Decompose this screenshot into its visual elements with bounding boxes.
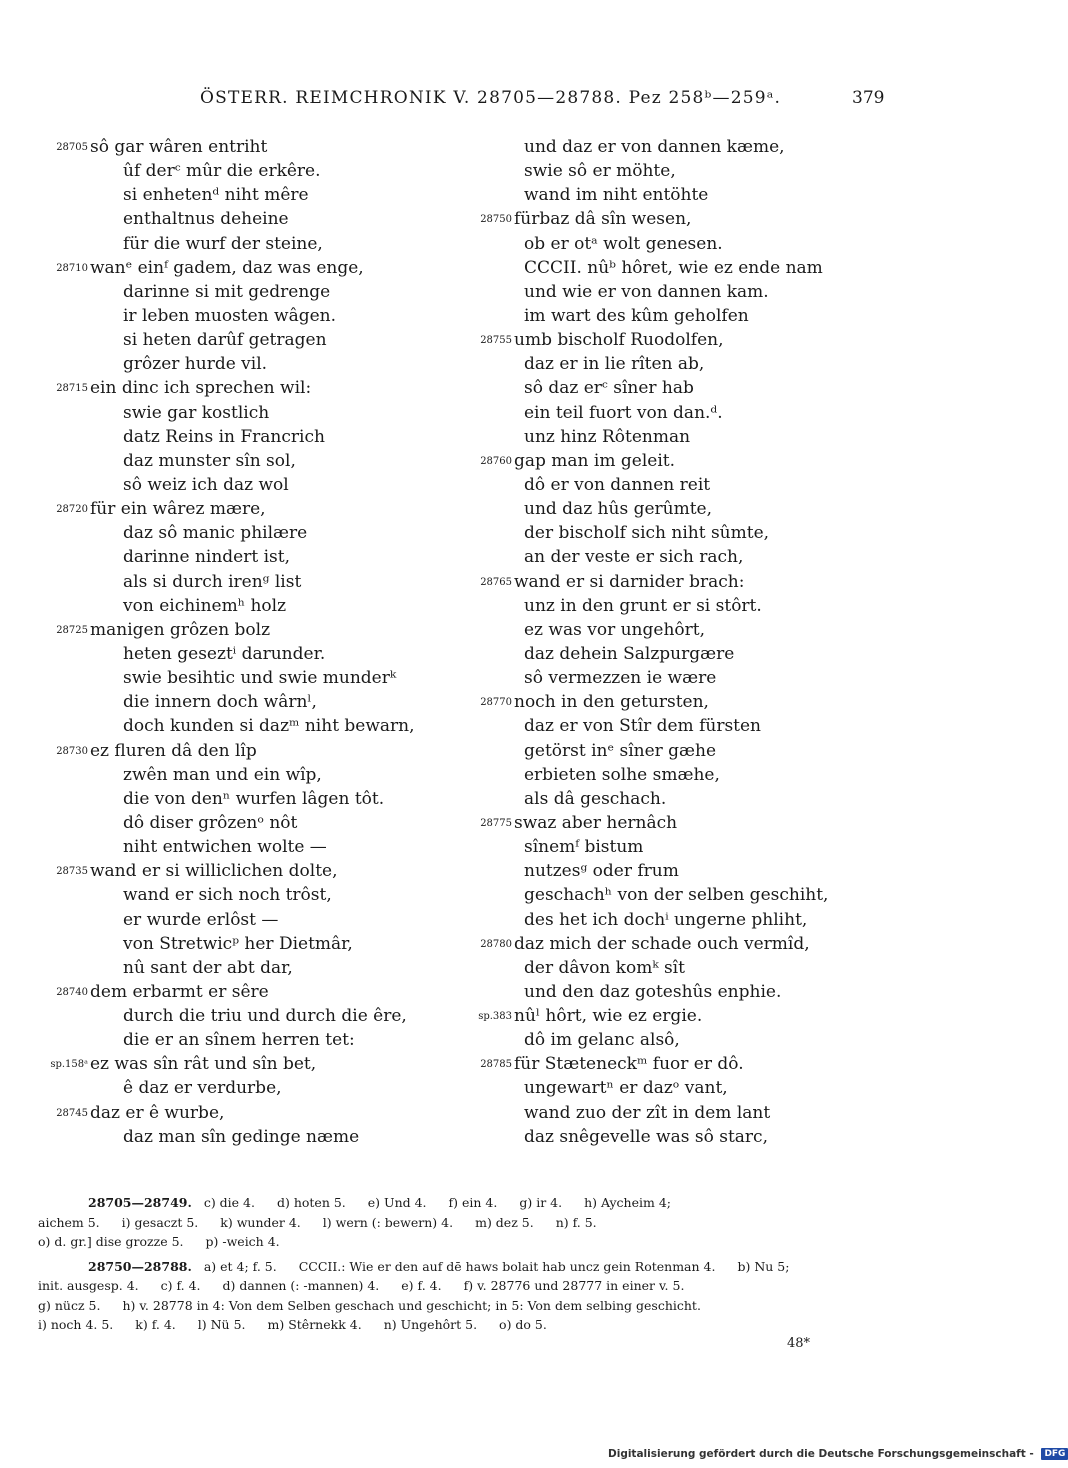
verse-line	[40, 376, 480, 400]
verse-text: heten geseztⁱ darunder.	[123, 643, 326, 664]
verse-line	[470, 352, 910, 376]
footnote-line	[38, 1232, 888, 1252]
verse-line	[470, 980, 910, 1004]
footnote-range: 28705—28749.	[88, 1195, 192, 1210]
verse-line	[470, 497, 910, 521]
verse-number: 28780	[480, 938, 512, 950]
verse-number: 28710	[56, 262, 88, 274]
verse-line	[470, 690, 910, 714]
verse-line	[40, 328, 480, 352]
verse-text: für Stæteneckᵐ fuor er dô.	[514, 1054, 744, 1075]
verse-text: datz Reins in Francrich	[123, 426, 325, 447]
verse-text: ob er otᵃ wolt genesen.	[524, 233, 723, 254]
verse-number: 28775	[480, 817, 512, 829]
verse-text: daz er von Stîr dem fürsten	[524, 716, 762, 737]
verse-line	[470, 473, 910, 497]
verse-text: sînemᶠ bistum	[524, 837, 644, 858]
verse-text: im wart des kûm geholfen	[524, 305, 749, 326]
running-title: ÖSTERR. REIMCHRONIK V. 28705—28788. Pez 258ᵇ—259ᵃ.	[200, 88, 782, 108]
verse-line	[470, 714, 910, 738]
verse-text: ê daz er verdurbe,	[123, 1078, 282, 1099]
verse-line	[40, 739, 480, 763]
verse-text: unz hinz Rôtenman	[524, 426, 691, 447]
verse-line	[40, 980, 480, 1004]
verse-text: dô diser grôzenᵒ nôt	[123, 812, 298, 833]
verse-text: fürbaz dâ sîn wesen,	[514, 209, 692, 230]
verse-text: die er an sînem herren tet:	[123, 1030, 355, 1051]
verse-number: 28765	[480, 576, 512, 588]
verse-line	[40, 618, 480, 642]
verse-line	[470, 183, 910, 207]
verse-text: daz man sîn gedinge næme	[123, 1126, 360, 1147]
verse-text: als dâ geschach.	[524, 788, 667, 809]
verse-number: 28755	[480, 335, 512, 347]
verse-text: swie besihtic und swie munderᵏ	[123, 668, 397, 689]
verse-line	[40, 1125, 480, 1149]
footnote-item: d) dannen (: -mannen) 4.	[222, 1278, 380, 1293]
verse-number: 28715	[56, 383, 88, 395]
verse-line	[470, 1125, 910, 1149]
verse-text: sô daz erᶜ sîner hab	[524, 378, 694, 399]
verse-text: erbieten solhe smæhe,	[524, 764, 720, 785]
verse-line	[470, 570, 910, 594]
verse-text: für die wurf der steine,	[123, 233, 323, 254]
footnote-line	[38, 1315, 888, 1335]
page-header	[0, 88, 1000, 114]
footnote-item: g) nücz 5.	[38, 1297, 101, 1313]
verse-line	[470, 207, 910, 231]
verse-line	[470, 232, 910, 256]
verse-line	[40, 497, 480, 521]
verse-text: von Stretwicᵖ her Dietmâr,	[123, 933, 353, 954]
verse-text: manigen grôzen bolz	[90, 619, 271, 640]
verse-number: sp.383	[478, 1011, 512, 1023]
verse-text: swie gar kostlich	[123, 402, 270, 423]
verse-text: daz er ê wurbe,	[90, 1102, 225, 1123]
verse-text: ûf derᶜ mûr die erkêre.	[123, 161, 321, 182]
footnote-item: p) -weich 4.	[205, 1234, 280, 1249]
verse-text: swaz aber hernâch	[514, 812, 678, 833]
footnote-line	[38, 1296, 888, 1316]
verse-number: 28705	[56, 142, 88, 153]
verse-line	[40, 787, 480, 811]
verse-text: daz er in lie rîten ab,	[524, 354, 705, 375]
verse-text: ez fluren dâ den lîp	[90, 740, 257, 761]
verse-text: für ein wârez mære,	[90, 499, 266, 520]
verse-number: 28730	[56, 745, 88, 757]
footnotes	[38, 1193, 888, 1340]
footnote-item: m) dez 5.	[475, 1214, 534, 1230]
verse-line	[40, 908, 480, 932]
verse-line	[40, 135, 480, 159]
verse-line	[470, 763, 910, 787]
verse-text: umb bischolf Ruodolfen,	[514, 330, 724, 351]
verse-line	[40, 956, 480, 980]
footnote-line	[38, 1193, 888, 1213]
verse-line	[40, 401, 480, 425]
verse-text: wand zuo der zît in dem lant	[524, 1102, 771, 1123]
verse-line	[40, 183, 480, 207]
verse-line	[470, 956, 910, 980]
digitization-footer	[608, 1448, 1068, 1462]
verse-line	[40, 642, 480, 666]
verse-text: nutzesᵍ oder frum	[524, 861, 679, 882]
verse-text: ein dinc ich sprechen wil:	[90, 378, 312, 399]
verse-text: durch die triu und durch die êre,	[123, 1006, 407, 1027]
verse-line	[40, 1076, 480, 1100]
footnote-item: f) ein 4.	[448, 1195, 498, 1210]
footnote-block	[38, 1257, 888, 1335]
verse-number: 28735	[56, 866, 88, 878]
verse-line	[40, 690, 480, 714]
verse-text: und daz hûs gerûmte,	[524, 499, 713, 520]
verse-line	[40, 570, 480, 594]
verse-text: daz mich der schade ouch vermîd,	[514, 933, 810, 954]
verse-number: 28785	[480, 1059, 512, 1071]
footer-text: Digitalisierung gefördert durch die Deutsche Forschungsgemeinschaft -	[608, 1448, 1034, 1460]
verse-text: und daz er von dannen kæme,	[524, 137, 785, 157]
verse-line	[470, 787, 910, 811]
verse-line	[40, 473, 480, 497]
verse-line	[470, 376, 910, 400]
footnote-item: init. ausgesp. 4.	[38, 1278, 139, 1293]
verse-line	[40, 425, 480, 449]
verse-line	[470, 883, 910, 907]
verse-text: ir leben muosten wâgen.	[123, 305, 337, 326]
verse-line	[470, 280, 910, 304]
verse-line	[470, 594, 910, 618]
verse-text: er wurde erlôst —	[123, 909, 279, 930]
verse-number: 28750	[480, 214, 512, 226]
verse-number: 28725	[56, 624, 88, 636]
verse-text: der bischolf sich niht sûmte,	[524, 523, 770, 544]
verse-line	[470, 835, 910, 859]
verse-line	[40, 1028, 480, 1052]
left-verse-column	[40, 135, 480, 1149]
verse-text: CCCII. nûᵇ hôret, wie ez ende nam	[524, 257, 823, 278]
verse-line	[40, 883, 480, 907]
verse-line	[40, 449, 480, 473]
verse-line	[470, 859, 910, 883]
verse-line	[470, 521, 910, 545]
footnote-item: k) f. 4.	[135, 1317, 176, 1332]
verse-line	[470, 401, 910, 425]
footnote-item: i) gesaczt 5.	[121, 1214, 199, 1230]
verse-text: die innern doch wârnˡ,	[123, 692, 317, 713]
verse-text: nû sant der abt dar,	[123, 957, 293, 978]
verse-text: daz dehein Salzpurgære	[524, 643, 735, 664]
verse-text: und den daz goteshûs enphie.	[524, 981, 782, 1002]
verse-text: ein teil fuort von dan.ᵈ.	[524, 402, 723, 423]
verse-line	[40, 232, 480, 256]
footnote-item: c) f. 4.	[160, 1278, 201, 1293]
footnote-item: g) ir 4.	[519, 1195, 563, 1210]
verse-text: doch kunden si dazᵐ niht bewarn,	[123, 716, 415, 737]
verse-text: getörst inᵉ sîner gæhe	[524, 740, 717, 761]
verse-text: der dâvon komᵏ sît	[524, 957, 685, 978]
verse-number: 28740	[56, 986, 88, 998]
footnote-item: m) Stêrnekk 4.	[267, 1317, 362, 1332]
verse-text: darinne si mit gedrenge	[123, 281, 331, 302]
verse-line	[40, 763, 480, 787]
verse-text: ez was vor ungehôrt,	[524, 619, 705, 640]
verse-line	[40, 256, 480, 280]
verse-line	[470, 1076, 910, 1100]
footnote-item: aichem 5.	[38, 1214, 100, 1230]
footnote-item: l) Nü 5.	[197, 1317, 246, 1332]
verse-line	[40, 1004, 480, 1028]
verse-text: wand er si darnider brach:	[514, 571, 745, 592]
verse-line	[470, 1101, 910, 1125]
verse-number: 28720	[56, 504, 88, 516]
footnote-item: e) f. 4.	[401, 1278, 442, 1293]
footnote-item: o) do 5.	[499, 1317, 547, 1332]
verse-text: darinne nindert ist,	[123, 547, 290, 568]
verse-line	[470, 642, 910, 666]
verse-line	[40, 666, 480, 690]
verse-line	[470, 1004, 910, 1028]
dfg-logo-icon: DFG	[1041, 1448, 1068, 1460]
footnote-item: n) f. 5.	[555, 1214, 597, 1230]
verse-line	[470, 545, 910, 569]
verse-text: dem erbarmt er sêre	[90, 981, 269, 1002]
verse-line	[470, 159, 910, 183]
footnote-range: 28750—28788.	[88, 1258, 192, 1274]
verse-line	[470, 618, 910, 642]
verse-line	[40, 714, 480, 738]
verse-line	[40, 207, 480, 231]
verse-text: daz snêgevelle was sô starc,	[524, 1126, 768, 1147]
footnote-item: l) wern (: bewern) 4.	[322, 1214, 454, 1230]
footnote-line	[38, 1257, 888, 1277]
footnote-block	[38, 1193, 888, 1252]
verse-text: swie sô er möhte,	[524, 161, 676, 182]
verse-line	[40, 1101, 480, 1125]
verse-text: zwên man und ein wîp,	[123, 764, 322, 785]
verse-line	[470, 425, 910, 449]
verse-number: 28745	[56, 1107, 88, 1119]
verse-line	[470, 304, 910, 328]
footnote-item: h) Aycheim 4;	[584, 1195, 671, 1210]
footnote-item: n) Ungehôrt 5.	[383, 1317, 478, 1332]
footnote-item: CCCII.: Wie er den auf dē haws bolait hab uncz gein Rotenman 4.	[298, 1258, 716, 1274]
verse-text: enthaltnus deheine	[123, 209, 289, 230]
page-number: 379	[852, 88, 885, 108]
verse-text: grôzer hurde vil.	[123, 354, 268, 375]
verse-text: sô gar wâren entriht	[90, 137, 268, 157]
verse-line	[470, 1052, 910, 1076]
verse-line	[470, 811, 910, 835]
verse-line	[470, 135, 910, 159]
verse-text: geschachʰ von der selben geschiht,	[524, 885, 829, 906]
verse-text: ez was sîn rât und sîn bet,	[90, 1054, 317, 1075]
footnote-item: d) hoten 5.	[276, 1195, 346, 1210]
verse-text: nûˡ hôrt, wie ez ergie.	[514, 1006, 703, 1027]
footnote-item: e) Und 4.	[367, 1195, 427, 1210]
footnote-line	[38, 1276, 888, 1296]
sheet-signature: 48*	[787, 1336, 811, 1351]
verse-text: si heten darûf getragen	[123, 330, 327, 351]
verse-text: wand er sich noch trôst,	[123, 885, 332, 906]
verse-text: des het ich dochⁱ ungerne phliht,	[524, 909, 808, 930]
footnote-item: f) v. 28776 und 28777 in einer v. 5.	[463, 1278, 685, 1293]
verse-line	[470, 328, 910, 352]
footnote-item: i) noch 4. 5.	[38, 1317, 114, 1332]
verse-text: sô vermezzen ie wære	[524, 668, 717, 689]
verse-text: unz in den grunt er si stôrt.	[524, 595, 762, 616]
footnote-item: o) d. gr.] dise grozze 5.	[38, 1234, 184, 1249]
verse-line	[470, 932, 910, 956]
verse-text: daz munster sîn sol,	[123, 450, 296, 471]
verse-text: die von denⁿ wurfen lâgen tôt.	[123, 788, 385, 809]
verse-number: 28760	[480, 455, 512, 467]
verse-text: und wie er von dannen kam.	[524, 281, 769, 302]
verse-line	[40, 280, 480, 304]
footnote-line	[38, 1213, 888, 1233]
verse-text: von eichinemʰ holz	[123, 595, 287, 616]
verse-line	[40, 859, 480, 883]
footnote-item: b) Nu 5;	[737, 1258, 790, 1274]
verse-text: dô im gelanc alsô,	[524, 1030, 680, 1051]
verse-line	[40, 932, 480, 956]
verse-line	[470, 908, 910, 932]
footnote-item: a) et 4; f. 5.	[203, 1258, 277, 1274]
verse-text: si enhetenᵈ niht mêre	[123, 185, 309, 206]
verse-line	[40, 835, 480, 859]
verse-line	[40, 352, 480, 376]
verse-text: gap man im geleit.	[514, 450, 675, 471]
verse-text: noch in den getursten,	[514, 692, 709, 713]
verse-text: wand im niht entöhte	[524, 185, 709, 206]
verse-text: an der veste er sich rach,	[524, 547, 744, 568]
verse-line	[40, 1052, 480, 1076]
verse-number: 28770	[480, 697, 512, 709]
footnote-item: c) die 4.	[203, 1195, 255, 1210]
verse-line	[470, 739, 910, 763]
verse-text: dô er von dannen reit	[524, 474, 711, 495]
verse-text: niht entwichen wolte —	[123, 837, 327, 858]
verse-text: als si durch irenᵍ list	[123, 571, 302, 592]
verse-line	[470, 256, 910, 280]
verse-line	[40, 304, 480, 328]
footnote-item: k) wunder 4.	[220, 1214, 301, 1230]
verse-line	[40, 545, 480, 569]
verse-line	[470, 666, 910, 690]
verse-number: sp.158ᵃ	[50, 1059, 88, 1071]
verse-line	[470, 1028, 910, 1052]
verse-text: wanᵉ einᶠ gadem, daz was enge,	[90, 257, 364, 278]
footnote-item: h) v. 28778 in 4: Von dem Selben geschach und geschicht; in 5: Von dem selbing geschicht.	[122, 1297, 701, 1313]
verse-text: ungewartⁿ er dazᵒ vant,	[524, 1078, 728, 1099]
verse-line	[40, 811, 480, 835]
verse-text: sô weiz ich daz wol	[123, 474, 289, 495]
verse-text: wand er si williclichen dolte,	[90, 861, 338, 882]
verse-line	[40, 521, 480, 545]
verse-line	[470, 449, 910, 473]
right-verse-column	[470, 135, 910, 1149]
verse-line	[40, 594, 480, 618]
verse-text: daz sô manic philære	[123, 523, 308, 544]
verse-line	[40, 159, 480, 183]
